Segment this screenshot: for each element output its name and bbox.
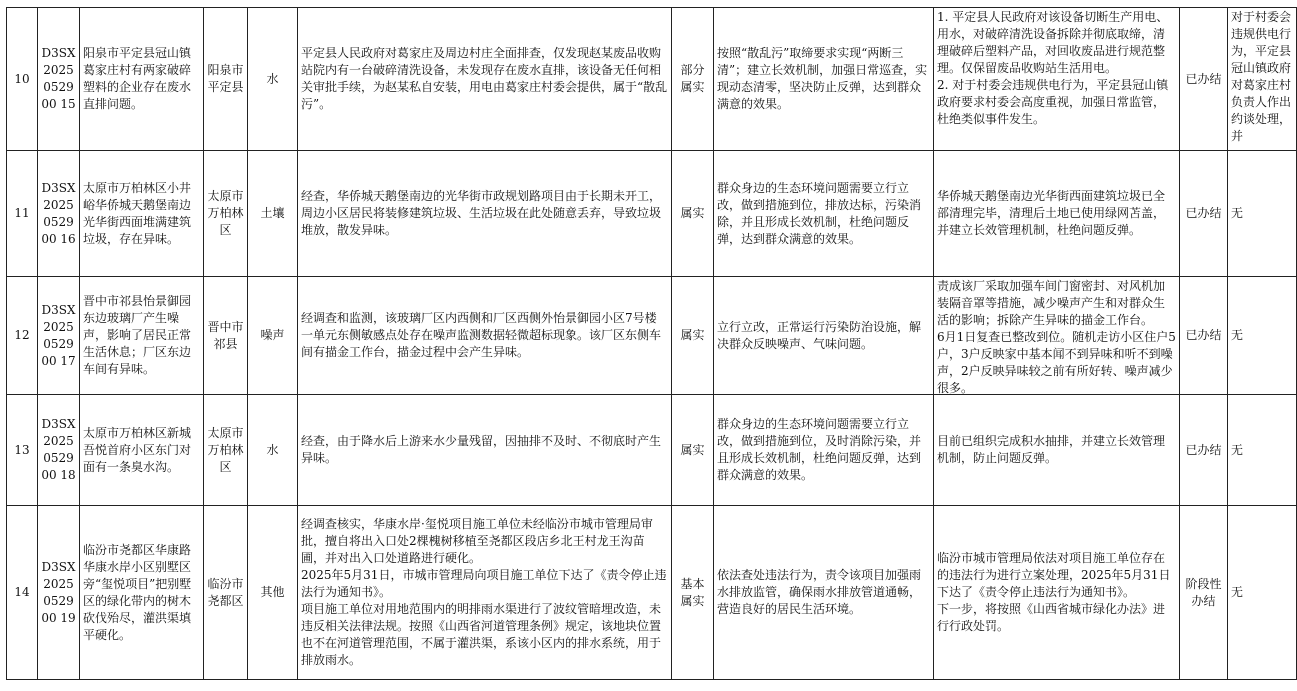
verdict-cell: [672, 506, 714, 680]
rectification-measures-cell: [934, 277, 1180, 395]
complaint-content-cell: [80, 506, 204, 680]
investigation-result: 经查，由于降水后上游来水少量残留，因抽排不及时、不彻底时产生异味。: [301, 434, 662, 465]
case-code: D3SX2025052900 16: [41, 180, 76, 246]
complaint-content-cell: [80, 151, 204, 277]
verdict: 部分属实: [680, 63, 705, 94]
row-number-cell: [7, 151, 38, 277]
verdict-cell: [672, 8, 714, 151]
complaint-content-cell: [80, 277, 204, 395]
completion-status-cell: [1180, 277, 1228, 395]
complaint-content-cell: [80, 8, 204, 151]
completion-status: 已办结: [1185, 442, 1222, 457]
row-number: 13: [14, 442, 30, 457]
complaint-content: 晋中市祁县怡景御园东边玻璃厂产生噪声，影响了居民正常生活休息；厂区东边车间有异味。: [83, 294, 192, 376]
administrative-area-cell: [204, 151, 248, 277]
pollution-type: 噪声: [260, 328, 285, 342]
case-code: D3SX2025052900 19: [41, 559, 76, 625]
table-row: [7, 8, 1297, 151]
pollution-type-cell: [248, 506, 298, 680]
complaint-content: 临汾市尧都区华康路华康水岸小区别墅区旁“玺悦项目”把别墅区的绿化带内的树木砍伐殆尽，灌洪渠填平硬化。: [83, 542, 192, 642]
completion-status: 已办结: [1185, 206, 1222, 220]
completion-status-cell: [1180, 151, 1228, 277]
administrative-area-cell: [204, 8, 248, 151]
rectification-measures: 目前已组织完成积水抽排，并建立长效管理机制，防止问题反弹。: [937, 434, 1166, 465]
pollution-type-cell: [248, 8, 298, 151]
rectification-measures-cell: [934, 8, 1180, 151]
rectification-measures: 临汾市城市管理局依法对项目施工单位存在的违法行为进行立案处理，2025年5月31日下达了《责令停止违法行为通知书》。 下一步，将按照《山西省城市绿化办法》进行行政处罚。: [937, 551, 1171, 633]
row-number-cell: [7, 8, 38, 151]
verdict: 基本属实: [680, 576, 705, 608]
table-row: [7, 506, 1297, 680]
case-code: D3SX2025052900 15: [41, 46, 76, 111]
accountability-cell: [1228, 506, 1297, 680]
accountability: 无: [1231, 442, 1244, 457]
rectification-measures-cell: [934, 506, 1180, 680]
verdict-cell: [672, 395, 714, 506]
investigation-result: 平定县人民政府对葛家庄及周边村庄全面排查，仅发现赵某废品收购站院内有一台破碎清洗设备，未发现存在废水直排，该设备无任何相关审批手续，为赵某私自安装，用电由葛家庄村委会提供，属于“散乱污”。: [301, 46, 668, 111]
rectification-measures-cell: [934, 395, 1180, 506]
administrative-area-cell: [204, 277, 248, 395]
completion-status: 已办结: [1185, 71, 1222, 86]
row-number: 14: [14, 585, 30, 599]
accountability-cell: [1228, 8, 1297, 151]
rectification-measures: 华侨城天鹅堡南边光华街西面建筑垃圾已全部清理完毕，清理后土地已使用绿网苫盖，并建立长效管理机制，杜绝问题反弹。: [937, 189, 1166, 237]
table-row: [7, 277, 1297, 395]
row-number-cell: [7, 395, 38, 506]
completion-status-cell: [1180, 8, 1228, 151]
petition-table: [6, 7, 1297, 680]
verdict-cell: [672, 277, 714, 395]
investigation-result: 经调查核实，华康水岸·玺悦项目施工单位未经临汾市城市管理局审批，擅自将出入口处2棵槐树移植至尧都区段店乡北王村龙王沟苗圃，并对出入口处道路进行硬化。 2025年5月31日，市城市管理局向项目施工单位下达了《责令停止违法行为通知书》。 项目施工单位对用地范围内的明排雨水渠进行了波纹管暗埋改造，未违反相关法律法规。按照《山西省河道管理条例》规定，该地块位置也不在河道管理范围，不属于灌洪渠，系该小区内的排水系统，用于排放雨水。: [301, 517, 667, 667]
completion-status: 已办结: [1185, 328, 1222, 342]
pollution-type: 其他: [260, 585, 285, 599]
case-code-cell: [38, 395, 80, 506]
administrative-area-cell: [204, 395, 248, 506]
complaint-content-cell: [80, 395, 204, 506]
case-code-cell: [38, 151, 80, 277]
accountability-cell: [1228, 151, 1297, 277]
row-number-cell: [7, 277, 38, 395]
table-row: [7, 395, 1297, 506]
verdict: 属实: [680, 442, 705, 457]
accountability-cell: [1228, 395, 1297, 506]
handling-requirement-cell: [714, 277, 934, 395]
investigation-result-cell: [298, 277, 672, 395]
pollution-type: 水: [266, 71, 279, 86]
administrative-area: 临汾市尧都区: [207, 576, 244, 608]
administrative-area: 阳泉市平定县: [207, 63, 244, 94]
case-code-cell: [38, 506, 80, 680]
investigation-result-cell: [298, 395, 672, 506]
completion-status-cell: [1180, 395, 1228, 506]
completion-status: 阶段性办结: [1185, 576, 1222, 608]
handling-requirement: 群众身边的生态环境问题需要立行立改，做到措施到位，及时消除污染，并且形成长效机制，杜绝问题反弹，达到群众满意的效果。: [717, 417, 922, 482]
pollution-type: 土壤: [260, 206, 285, 220]
handling-requirement-cell: [714, 8, 934, 151]
rectification-measures: 责成该厂采取加强车间门窗密封、对风机加装隔音罩等措施，减少噪声产生和对群众生活的影响；拆除产生异味的描金工作台。 6月1日复查已整改到位。随机走访小区住户5户，3户反映家中基本闻不到异味和听不到噪声，2户反映异味较之前有所好转、噪声减少很多。: [937, 278, 1176, 395]
investigation-result: 经调查和监测，该玻璃厂区内西侧和厂区西侧外怡景御园小区7号楼一单元东侧敏感点处存在噪声监测数据轻微超标现象。该厂区东侧车间有描金工作台，描金过程中会产生异味。: [301, 311, 662, 359]
investigation-result: 经查，华侨城天鹅堡南边的光华街市政规划路项目由于长期未开工，周边小区居民将装修建筑垃圾、生活垃圾在此处随意丢弃，导致垃圾堆放，散发异味。: [301, 189, 662, 237]
handling-requirement: 群众身边的生态环境问题需要立行立改，做到措施到位，排放达标，污染消除，并且形成长效机制，杜绝问题反弹，达到群众满意的效果。: [717, 180, 922, 246]
accountability-cell: [1228, 277, 1297, 395]
table-row: [7, 151, 1297, 277]
row-number-cell: [7, 506, 38, 680]
administrative-area: 晋中市祁县: [207, 319, 244, 351]
handling-requirement: 按照“散乱污”取缔要求实现“两断三清”；建立长效机制，加强日常巡查，实现动态清零，坚决防止反弹，达到群众满意的效果。: [717, 46, 928, 111]
case-code-cell: [38, 8, 80, 151]
administrative-area: 太原市万柏林区: [207, 189, 244, 237]
investigation-result-cell: [298, 151, 672, 277]
handling-requirement: 立行立改，正常运行污染防治设施，解决群众反映噪声、气味问题。: [717, 319, 922, 351]
handling-requirement-cell: [714, 151, 934, 277]
verdict: 属实: [680, 328, 705, 342]
rectification-measures-cell: [934, 151, 1180, 277]
accountability: 无: [1231, 206, 1244, 220]
pollution-type-cell: [248, 277, 298, 395]
investigation-result-cell: [298, 506, 672, 680]
row-number: 10: [14, 71, 30, 86]
completion-status-cell: [1180, 506, 1228, 680]
handling-requirement: 依法查处违法行为，责令该项目加强雨水排放监管，确保雨水排放管道通畅，营造良好的居民生活环境。: [717, 568, 922, 616]
case-code: D3SX2025052900 17: [41, 302, 76, 368]
rectification-measures: 1. 平定县人民政府对该设备切断生产用电、用水，对破碎清洗设备拆除并彻底取缔，清理破碎后塑料产品，对回收废品进行规范整理。仅保留废品收购站生活用电。 2. 对于村委会违规供电行为，平定县冠山镇政府要求村委会高度重视，加强日常监管，杜绝类似事件发生。: [937, 9, 1169, 126]
investigation-result-cell: [298, 8, 672, 151]
case-code: D3SX2025052900 18: [41, 417, 76, 482]
pollution-type-cell: [248, 395, 298, 506]
administrative-area-cell: [204, 506, 248, 680]
accountability: 无: [1231, 585, 1244, 599]
handling-requirement-cell: [714, 395, 934, 506]
complaint-content: 太原市万柏林区新城吾悦首府小区东门对面有一条臭水沟。: [83, 425, 192, 474]
row-number: 11: [14, 206, 30, 220]
accountability: 对于村委会违规供电行为，平定县冠山镇政府对葛家庄村负责人作出约谈处理，并: [1231, 9, 1292, 143]
complaint-content: 阳泉市平定县冠山镇葛家庄村有两家破碎塑料的企业存在废水直排问题。: [83, 46, 192, 111]
complaint-content: 太原市万柏林区小井峪华侨城天鹅堡南边光华街西面堆满建筑垃圾，存在异味。: [83, 180, 192, 246]
verdict: 属实: [680, 206, 705, 220]
handling-requirement-cell: [714, 506, 934, 680]
verdict-cell: [672, 151, 714, 277]
pollution-type-cell: [248, 151, 298, 277]
pollution-type: 水: [266, 442, 279, 457]
row-number: 12: [14, 328, 30, 342]
accountability: 无: [1231, 328, 1244, 342]
case-code-cell: [38, 277, 80, 395]
administrative-area: 太原市万柏林区: [207, 425, 244, 474]
